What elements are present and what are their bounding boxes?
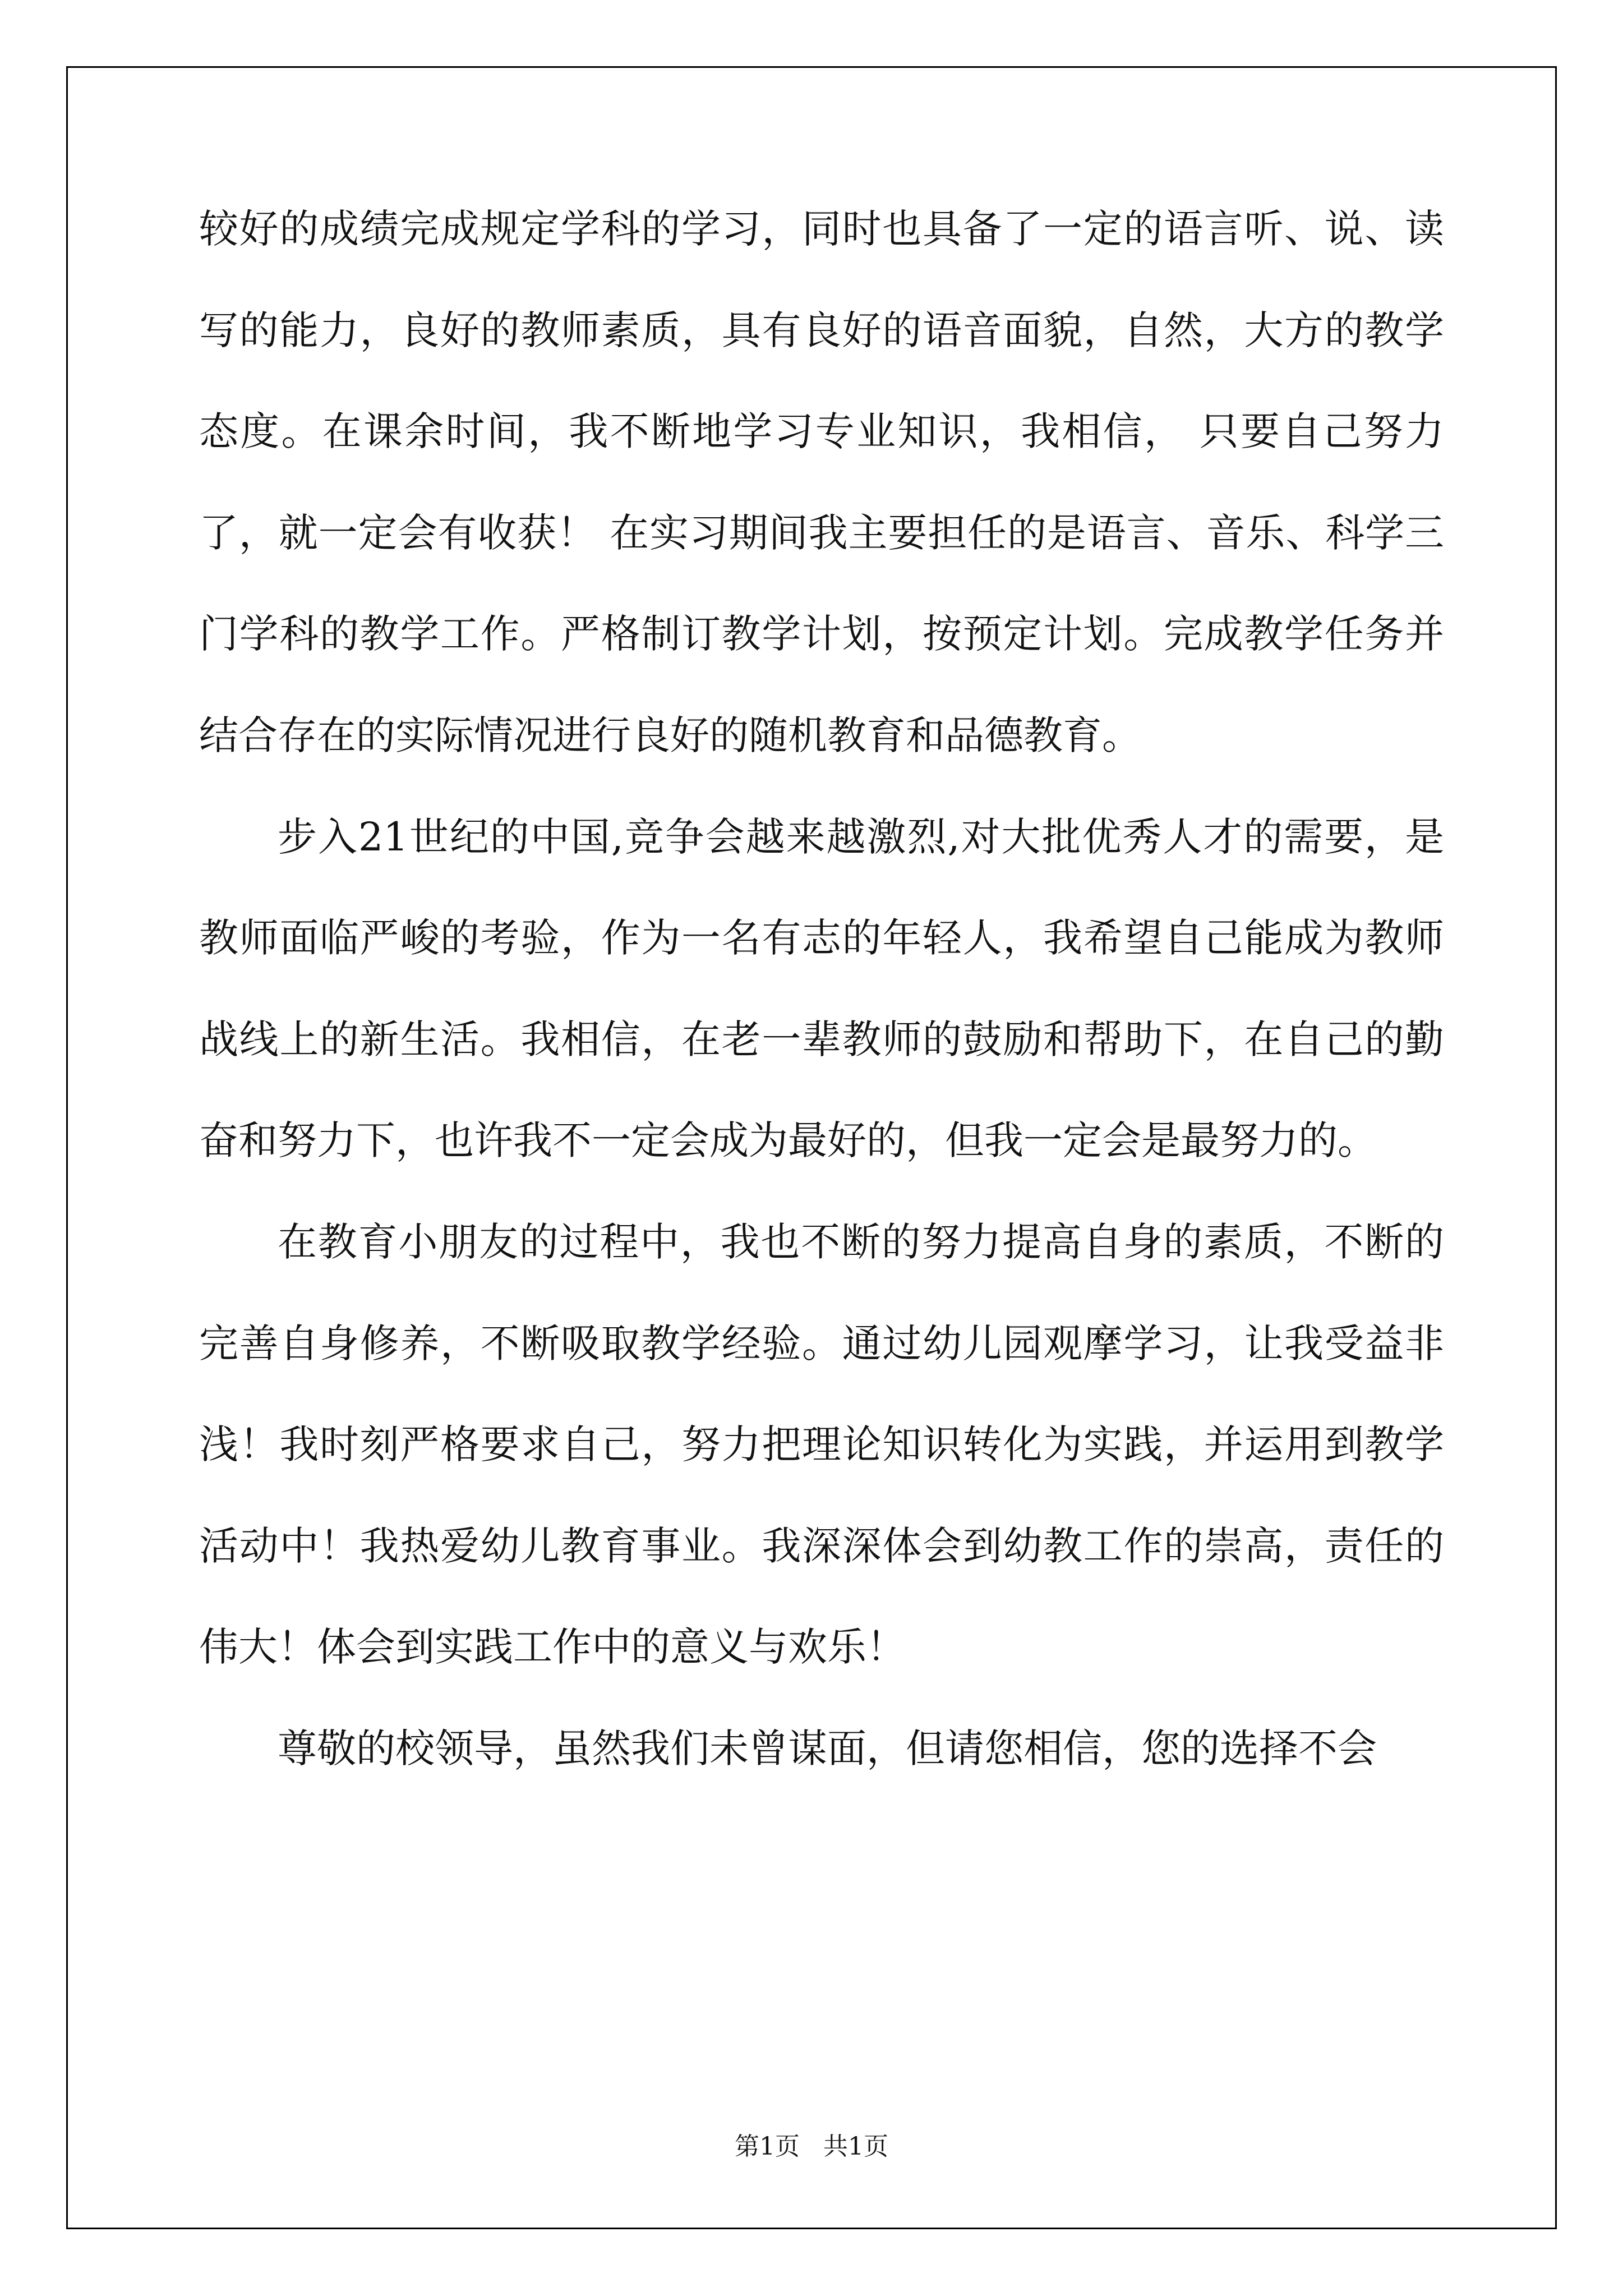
paragraph-1: 较好的成绩完成规定学科的学习，同时也具备了一定的语言听、说、读写的能力，良好的教师素质，具有良好的语音面貌，自然，大方的教学态度。在课余时间，我不断地学习专业知识，我相信， 只要自己努力了，就一定会有收获！ 在实习期间我主要担任的是语言、音乐、科学三门学科的教学工作。严格制订教学计划，按预定计划。完成教学任务并结合存在的实际情况进行良好的随机教育和品德教育。	[199, 206, 1444, 758]
page-footer: 第1页 共1页	[735, 2132, 888, 2161]
paragraph-2: 步入21世纪的中国,竞争会越来越激烈,对大批优秀人才的需要，是教师面临严峻的考验，作为一名有志的年轻人，我希望自己能成为教师战线上的新生活。我相信，在老一辈教师的鼓励和帮助下，在自己的勤奋和努力下，也许我不一定会成为最好的，但我一定会是最努力的。	[199, 813, 1444, 1164]
document-body	[199, 178, 1444, 1800]
paragraph-3: 在教育小朋友的过程中，我也不断的努力提高自身的素质，不断的完善自身修养，不断吸取教学经验。通过幼儿园观摩学习，让我受益非浅！我时刻严格要求自己，努力把理论知识转化为实践，并运用到教学活动中！我热爱幼儿教育事业。我深深体会到幼教工作的崇高，责任的伟大！体会到实践工作中的意义与欢乐！	[199, 1218, 1444, 1671]
paragraph-4: 尊敬的校领导，虽然我们未曾谋面，但请您相信，您的选择不会	[278, 1725, 1377, 1772]
